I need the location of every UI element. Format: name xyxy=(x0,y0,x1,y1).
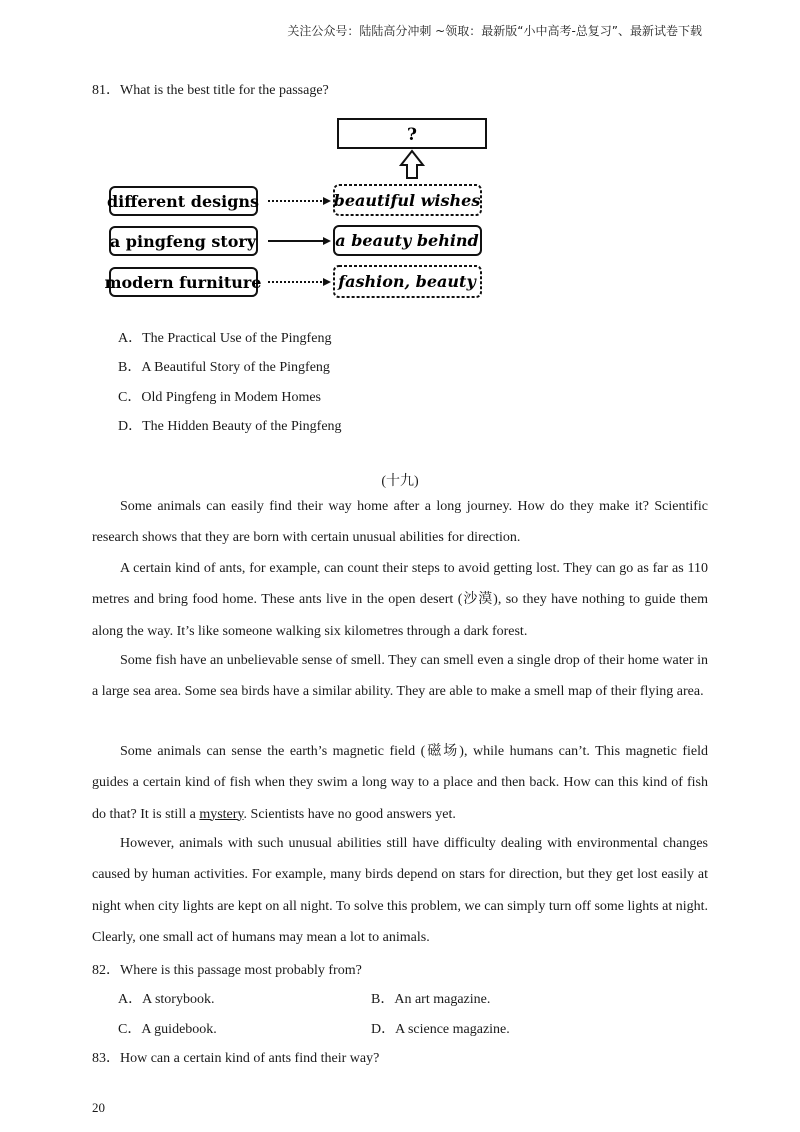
diagram-right-text-1: beautiful wishes xyxy=(333,191,481,210)
passage-paragraph-3: Some fish have an unbelievable sense of smell. They can smell even a single drop of their home water in a large sea area. Some sea birds have a similar ability. They are able to make a smell map of their flying area. xyxy=(92,653,708,700)
page-header: 关注公众号：陆陆高分冲刺 ~领取：最新版“小中高考-总复习”、最新试卷下载 xyxy=(287,24,702,38)
diagram-left-text-1: different designs xyxy=(106,192,260,211)
question-82: 82．Where is this passage most probably from? xyxy=(92,963,362,978)
passage-paragraph-4 xyxy=(92,736,708,830)
q82-option-c: C．A guidebook. xyxy=(118,1022,217,1037)
arrowhead-1 xyxy=(323,197,331,205)
q81-option-c: C．Old Pingfeng in Modem Homes xyxy=(118,390,321,405)
up-arrow-icon xyxy=(401,151,423,178)
passage-paragraph-5: However, animals with such unusual abilities still have difficulty dealing with environmental changes caused by human activities. For example, many birds depend on stars for direction, but they get lost easily at night when city lights are kept on all night. To solve this problem, we can simply turn off some lights at night. Clearly, one small act of humans may mean a lot to animals. xyxy=(92,836,708,945)
paragraph-4-part-1: Some animals can sense the earth’s magnetic field (磁场), while humans can’t. This magnetic field guides a certain kind of fish when they swim a long way to a place and then back. How can this kind of fish do that? It is still a xyxy=(92,744,708,822)
passage-paragraph-2: A certain kind of ants, for example, can count their steps to avoid getting lost. They can go as far as 110 metres and bring food home. These ants live in the open desert (沙漠), so they have nothing to guide them along the way. It’s like someone walking six kilometres through a dark forest. xyxy=(92,561,708,639)
pingfeng-diagram xyxy=(105,113,495,303)
passage-paragraph-1: Some animals can easily find their way home after a long journey. How do they make it? Scientific research shows that they are born with certain unusual abilities for direction. xyxy=(92,499,708,546)
diagram-right-text-3: fashion, beauty xyxy=(338,272,476,291)
question-83: 83．How can a certain kind of ants find their way? xyxy=(92,1051,380,1066)
q81-option-d: D．The Hidden Beauty of the Pingfeng xyxy=(118,419,342,434)
paragraph-4-part-2: . Scientists have no good answers yet. xyxy=(243,806,456,822)
question-81: 81．What is the best title for the passage? xyxy=(92,83,329,98)
q82-option-d: D．A science magazine. xyxy=(371,1022,510,1037)
arrowhead-2 xyxy=(323,237,331,245)
q81-option-b: B．A Beautiful Story of the Pingfeng xyxy=(118,360,330,375)
arrowhead-3 xyxy=(323,278,331,286)
underlined-word-mystery: mystery xyxy=(199,806,244,822)
diagram-left-text-3: modern furniture xyxy=(105,273,262,292)
q82-option-b: B．An art magazine. xyxy=(371,992,491,1007)
diagram-title-text: ? xyxy=(407,125,417,145)
diagram-left-text-2: a pingfeng story xyxy=(109,232,257,251)
diagram-right-text-2: a beauty behind xyxy=(335,231,479,250)
section-title: (十九) xyxy=(381,474,419,489)
q82-option-a: A．A storybook. xyxy=(118,992,215,1007)
page-number: 20 xyxy=(92,1100,105,1115)
q81-option-a: A．The Practical Use of the Pingfeng xyxy=(118,331,332,346)
